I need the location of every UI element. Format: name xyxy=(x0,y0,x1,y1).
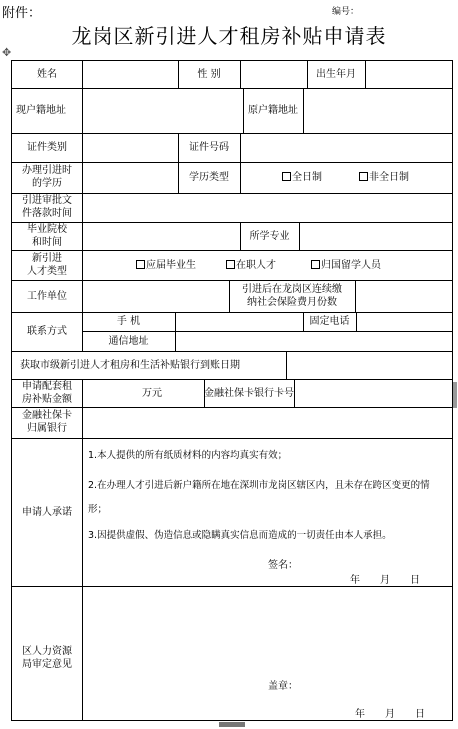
mobile-field[interactable] xyxy=(176,313,302,330)
bank-card-label: 金融社保卡银行卡号 xyxy=(204,388,294,399)
name-field[interactable] xyxy=(83,62,177,87)
approval-date-field[interactable] xyxy=(83,194,451,221)
subsidy-amount-label: 申请配套租 房补贴金额 xyxy=(22,381,72,405)
hr-date: 年 月 日 xyxy=(355,709,425,720)
address-label: 通信地址 xyxy=(108,336,149,347)
landline-label: 固定电话 xyxy=(309,316,350,327)
education-field[interactable] xyxy=(83,163,177,192)
school-field[interactable] xyxy=(83,223,239,249)
signature-label: 签名： xyxy=(268,560,298,571)
fulltime-option[interactable]: 全日制 xyxy=(282,171,322,184)
pledge-item-3: 3.因提供虚假、伪造信息或隐瞒真实信息而造成的一切责任由本人承担。 xyxy=(88,530,392,541)
resize-handle-bottom[interactable] xyxy=(219,722,245,727)
move-handle-icon[interactable]: ✥ xyxy=(2,46,12,59)
address-field[interactable] xyxy=(176,332,451,350)
current-hukou-field[interactable] xyxy=(83,89,242,132)
talent-option-graduate[interactable]: 应届毕业生 xyxy=(136,259,196,272)
id-type-field[interactable] xyxy=(83,134,177,161)
bank-field[interactable] xyxy=(83,408,451,437)
social-security-months-field[interactable] xyxy=(356,281,451,311)
education-label: 办理引进时 的学历 xyxy=(22,165,72,189)
subsidy-amount-field[interactable] xyxy=(83,380,138,406)
employer-label: 工作单位 xyxy=(27,291,67,302)
birth-date-label: 出生年月 xyxy=(316,69,356,80)
pledge-item-2: 2.在办理人才引进后新户籍所在地在深圳市龙岗区辖区内，且未存在跨区变更的情形； xyxy=(88,480,430,515)
talent-option-employed[interactable]: 在职人才 xyxy=(226,259,276,272)
name-label: 姓名 xyxy=(37,69,57,80)
study-type-label: 学历类型 xyxy=(189,172,229,183)
gender-label: 性 别 xyxy=(197,69,221,80)
id-number-label: 证件号码 xyxy=(189,142,229,153)
gender-field[interactable] xyxy=(241,62,306,87)
checkbox-icon[interactable] xyxy=(359,172,368,181)
bank-label: 金融社保卡 归属银行 xyxy=(22,410,72,434)
payout-date-label: 获取市级新引进人才租房和生活补贴银行到账日期 xyxy=(20,360,240,371)
checkbox-icon[interactable] xyxy=(282,172,291,181)
row-divider xyxy=(12,438,452,439)
application-form-table xyxy=(11,60,453,721)
col-divider xyxy=(82,250,83,280)
employer-field[interactable] xyxy=(83,281,228,311)
serial-number-label: 编号： xyxy=(332,7,360,17)
major-label: 所学专业 xyxy=(249,231,290,242)
resize-handle-right[interactable] xyxy=(453,382,457,408)
talent-type-label: 新引进 人才类型 xyxy=(27,253,67,277)
original-hukou-label: 原户籍地址 xyxy=(248,105,298,116)
approval-date-label: 引进审批文 件落款时间 xyxy=(22,195,72,219)
form-title: 龙岗区新引进人才租房补贴申请表 xyxy=(71,24,387,48)
bank-card-field[interactable] xyxy=(295,380,451,406)
checkbox-icon[interactable] xyxy=(226,260,235,269)
checkbox-icon[interactable] xyxy=(311,260,320,269)
parttime-option[interactable]: 非全日制 xyxy=(359,171,409,184)
social-security-months-label: 引进后在龙岗区连续缴 纳社会保险费月份数 xyxy=(242,284,342,308)
mobile-label: 手 机 xyxy=(116,316,141,327)
pledge-date: 年 月 日 xyxy=(350,575,420,586)
contact-label: 联系方式 xyxy=(27,326,67,337)
hr-opinion-label: 区人力资源 局审定意见 xyxy=(22,646,72,670)
id-type-label: 证件类别 xyxy=(27,142,67,153)
stamp-label: 盖章： xyxy=(268,681,298,692)
talent-option-returnee[interactable]: 归国留学人员 xyxy=(311,259,381,272)
birth-date-field[interactable] xyxy=(366,62,451,87)
pledge-label: 申请人承诺 xyxy=(22,507,72,518)
current-hukou-label: 现户籍地址 xyxy=(16,105,66,116)
id-number-field[interactable] xyxy=(241,134,451,161)
col-divider xyxy=(240,162,241,193)
landline-field[interactable] xyxy=(357,313,451,330)
hr-opinion-field[interactable] xyxy=(83,587,451,677)
pledge-item-1: 1.本人提供的所有纸质材料的内容均真实有效； xyxy=(88,450,288,461)
major-field[interactable] xyxy=(300,223,451,249)
row-divider xyxy=(12,250,452,251)
amount-unit: 万元 xyxy=(142,388,162,399)
signature-field[interactable] xyxy=(300,555,440,571)
col-divider xyxy=(82,438,83,586)
attachment-label: 附件： xyxy=(2,6,42,21)
school-label: 毕业院校 和时间 xyxy=(27,224,67,248)
original-hukou-field[interactable] xyxy=(304,89,451,132)
payout-date-field[interactable] xyxy=(287,352,451,378)
row-divider xyxy=(12,162,452,163)
checkbox-icon[interactable] xyxy=(136,260,145,269)
